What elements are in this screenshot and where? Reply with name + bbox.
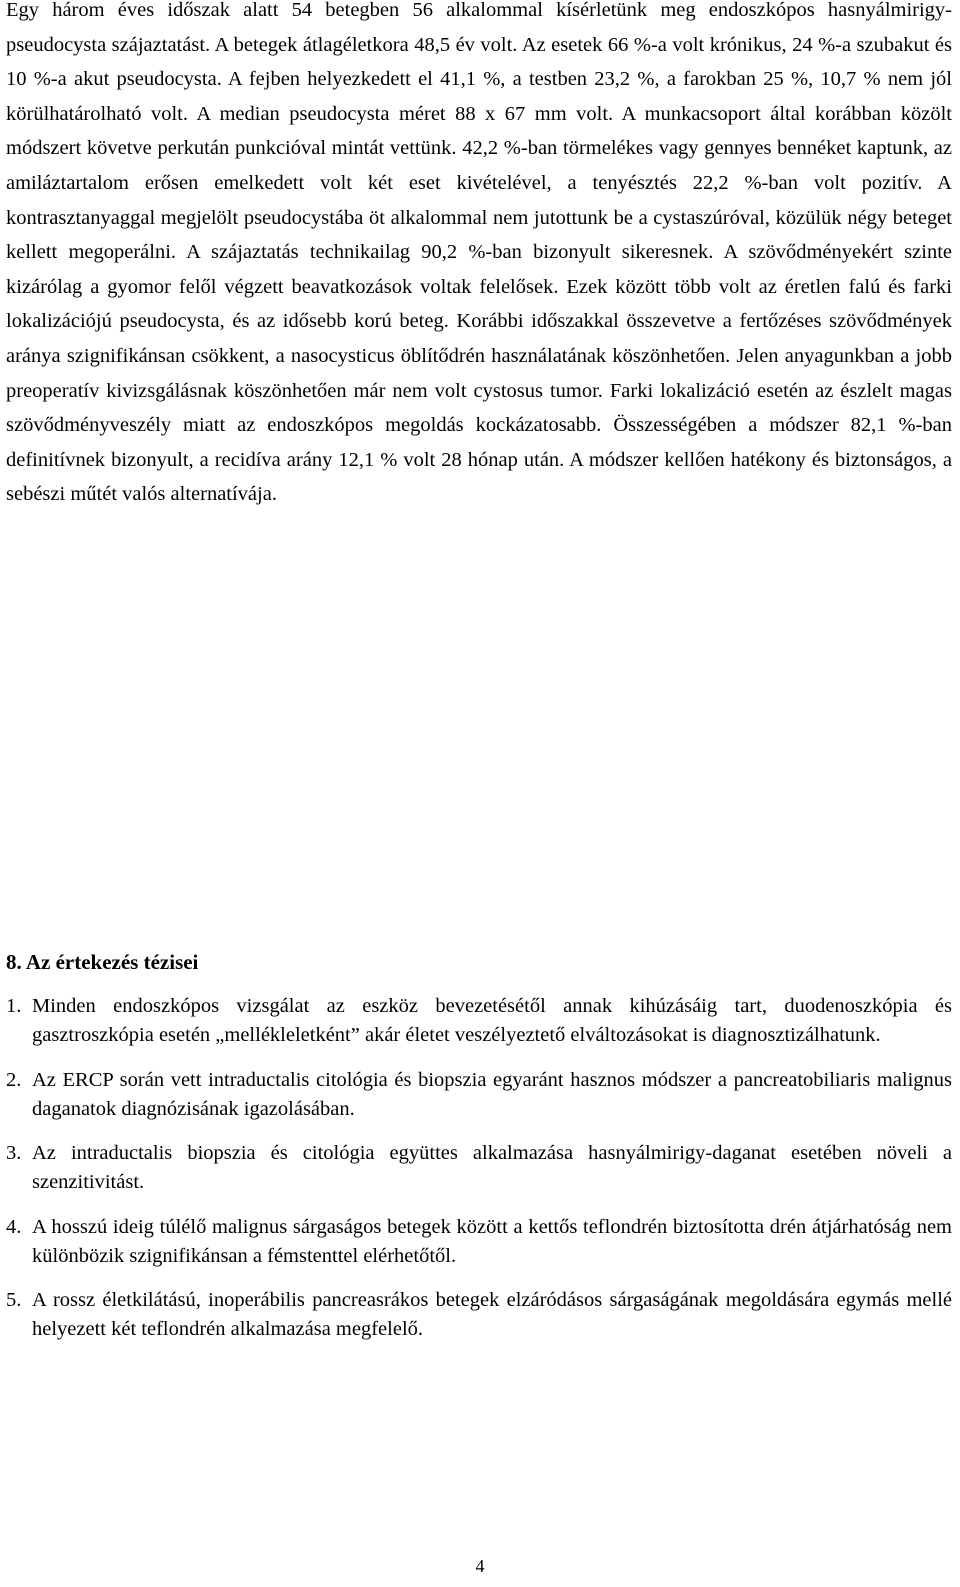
section-heading: 8. Az értekezés tézisei xyxy=(6,950,199,974)
thesis-item xyxy=(6,1286,952,1344)
thesis-item xyxy=(6,1213,952,1271)
thesis-text: Minden endoszkópos vizsgálat az eszköz bevezetésétől annak kihúzásáig tart, duodenoszkópia és gasztroszkópia esetén „mellékleletként” akár életet veszélyeztető elváltozásokat is diagnosztizálhatunk. xyxy=(32,995,952,1046)
thesis-text: A hosszú ideig túlélő malignus sárgaságos betegek között a kettős teflondrén biztosította drén átjárhatóság nem különbözik szignifikánsan a fémstenttel elérhetőtől. xyxy=(32,1215,952,1267)
thesis-text: Az intraductalis biopszia és citológia együttes alkalmazása hasnyálmirigy-daganat esetében növeli a szenzitivitást. xyxy=(32,1142,952,1193)
thesis-item xyxy=(6,1139,952,1197)
thesis-number: 5. xyxy=(6,1289,22,1311)
summary-paragraph: Egy három éves időszak alatt 54 betegben 56 alkalommal kísérletünk meg endoszkópos hasnyálmirigy-pseudocysta szájaztatást. A betegek átlagéletkora 48,5 év volt. Az esetek 66 %-a volt krónikus, 24 %-a szubakut és 10 %-a akut pseudocysta. A fejben helyezkedett el 41,1 %, a testben 23,2 %, a farokban 25 %, 10,7 % nem jól körülhatárolható volt. A median pseudocysta méret 88 x 67 mm volt. A munkacsoport által korábban közölt módszert követve perkután punkcióval mintát vettünk. 42,2 %-ban törmelékes vagy gennyes bennéket kaptunk, az amiláztartalom erősen emelkedett volt két eset kivételével, a tenyésztés 22,2 %-ban volt pozitív. A kontrasztanyaggal megjelölt pseudocystába öt alkalommal nem jutottunk be a cystaszúróval, közülük négy beteget kellett megoperálni. A szájaztatás technikailag 90,2 %-ban bizonyult sikeresnek. A szövődményekért szinte kizárólag a gyomor felől végzett beavatkozások voltak felelősek. Ezek között több volt az éretlen falú és farki lokalizációjú pseudocysta, és az idősebb korú beteg. Korábbi időszakkal összevetve a fertőzéses szövődmények aránya szignifikánsan csökkent, a nasocysticus öblítődrén használatának köszönhetően. Jelen anyagunkban a jobb preoperatív kivizsgálásnak köszönhetően már nem volt cystosus tumor. Farki lokalizáció esetén az észlelt magas szövődményveszély miatt az endoszkópos megoldás kockázatosabb. Összességében a módszer 82,1 %-ban definitívnek bizonyult, a recidíva arány 12,1 % volt 28 hónap után. A módszer kellően hatékony és biztonságos, a sebészi műtét valós alternatívája. xyxy=(6,0,952,506)
thesis-item xyxy=(6,1066,952,1124)
theses-list xyxy=(6,992,952,1360)
page-number: 4 xyxy=(475,1556,485,1576)
thesis-number: 2. xyxy=(6,1068,22,1091)
thesis-number: 1. xyxy=(6,995,22,1017)
thesis-item xyxy=(6,992,952,1050)
thesis-number: 3. xyxy=(6,1142,22,1164)
thesis-text: A rossz életkilátású, inoperábilis pancreasrákos betegek elzáródásos sárgaságának megoldására egymás mellé helyezett két teflondrén alkalmazása megfelelő. xyxy=(32,1289,952,1340)
thesis-text: Az ERCP során vett intraductalis citológia és biopszia egyaránt hasznos módszer a pancreatobiliaris malignus daganatok diagnózisának igazolásában. xyxy=(32,1068,952,1120)
thesis-number: 4. xyxy=(6,1215,22,1238)
